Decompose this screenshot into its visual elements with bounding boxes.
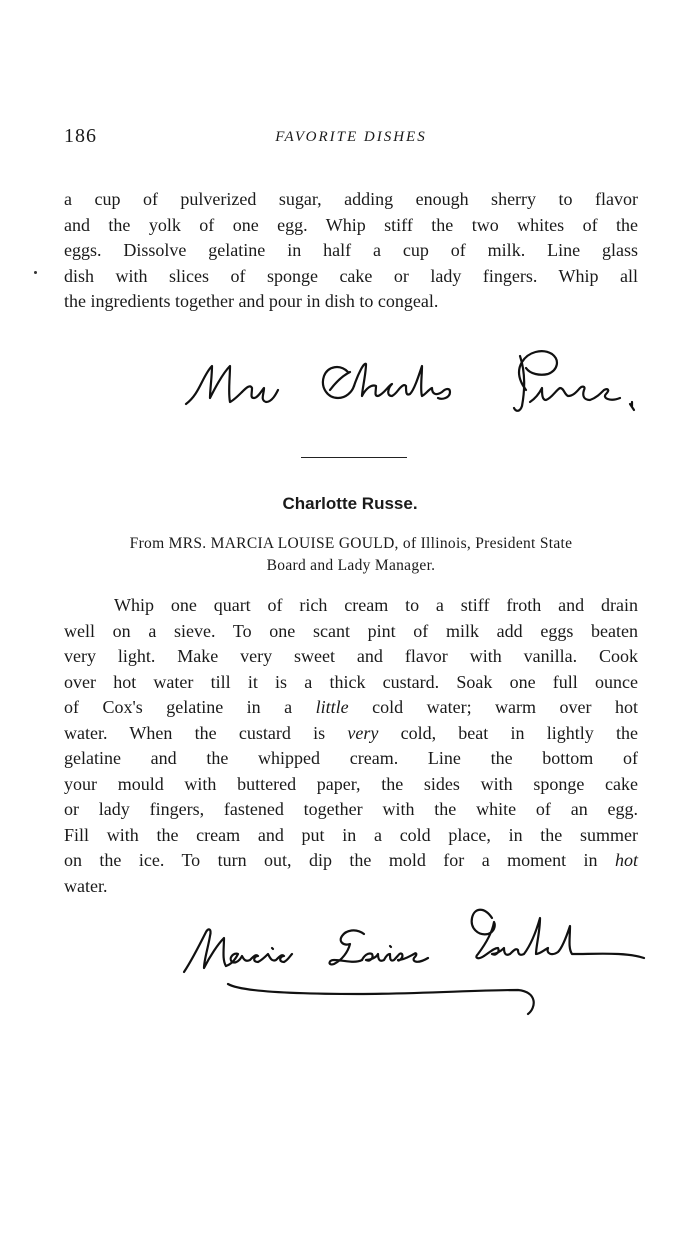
paragraph-line: dish with slices of sponge cake or lady fingers. Whip all <box>64 265 638 286</box>
paragraph-line: and the yolk of one egg. Whip stiff the two whites of the <box>64 214 638 235</box>
emphasis-text: hot <box>615 850 639 870</box>
paragraph-line: water. <box>64 875 108 896</box>
paragraph-line <box>64 721 638 747</box>
running-title: FAVORITE DISHES <box>275 129 427 145</box>
paragraph-line: Fill with the cream and put in a cold place, in the summer <box>64 824 638 845</box>
margin-mark <box>34 271 37 274</box>
recipe-body <box>64 593 638 899</box>
signature-marcia-louise-gould <box>178 898 648 1024</box>
paragraph-line: well on a sieve. To one scant pint of milk add eggs beaten <box>64 620 638 641</box>
page-number: 186 <box>64 125 97 147</box>
text-run: cold water; warm over hot <box>372 697 638 717</box>
emphasis-text: very <box>347 722 379 743</box>
paragraph-line: very light. Make very sweet and flavor with vanilla. Cook <box>64 646 638 666</box>
recipe-contributor <box>64 533 638 577</box>
emphasis-text: little <box>315 697 349 717</box>
paragraph-line <box>64 695 638 721</box>
contributor-line: Board and Lady Manager. <box>266 557 436 574</box>
text-run: on the ice. To turn out, dip the mold for a moment in <box>64 850 598 870</box>
paragraph-line: the ingredients together and pour in dish to congeal. <box>64 291 439 311</box>
paragraph-line: gelatine and the whipped cream. Line the bottom of <box>64 748 638 768</box>
paragraph-line: your mould with buttered paper, the sides with sponge cake <box>64 773 638 794</box>
contributor-line: From MRS. MARCIA LOUISE GOULD, of Illinois, President State <box>129 535 573 552</box>
paragraph-line <box>64 848 638 874</box>
paragraph-line: over hot water till it is a thick custard. Soak one full ounce <box>64 671 638 692</box>
page-header <box>64 125 638 155</box>
text-run: of Cox's gelatine in a <box>64 697 293 717</box>
paragraph-line: Whip one quart of rich cream to a stiff froth and drain <box>114 595 638 615</box>
intro-paragraph <box>64 187 638 315</box>
section-divider <box>301 457 407 458</box>
paragraph-line: eggs. Dissolve gelatine in half a cup of milk. Line glass <box>64 240 638 260</box>
paragraph-line: or lady fingers, fastened together with the white of an egg. <box>64 799 638 819</box>
text-run: cold, beat in lightly the <box>400 722 639 743</box>
text-run: water. When the custard is <box>64 722 326 743</box>
paragraph-line: a cup of pulverized sugar, adding enough sherry to flavor <box>64 189 638 209</box>
signature-mrs-charles-pierce <box>180 332 650 422</box>
recipe-title: Charlotte Russe. <box>282 494 418 513</box>
